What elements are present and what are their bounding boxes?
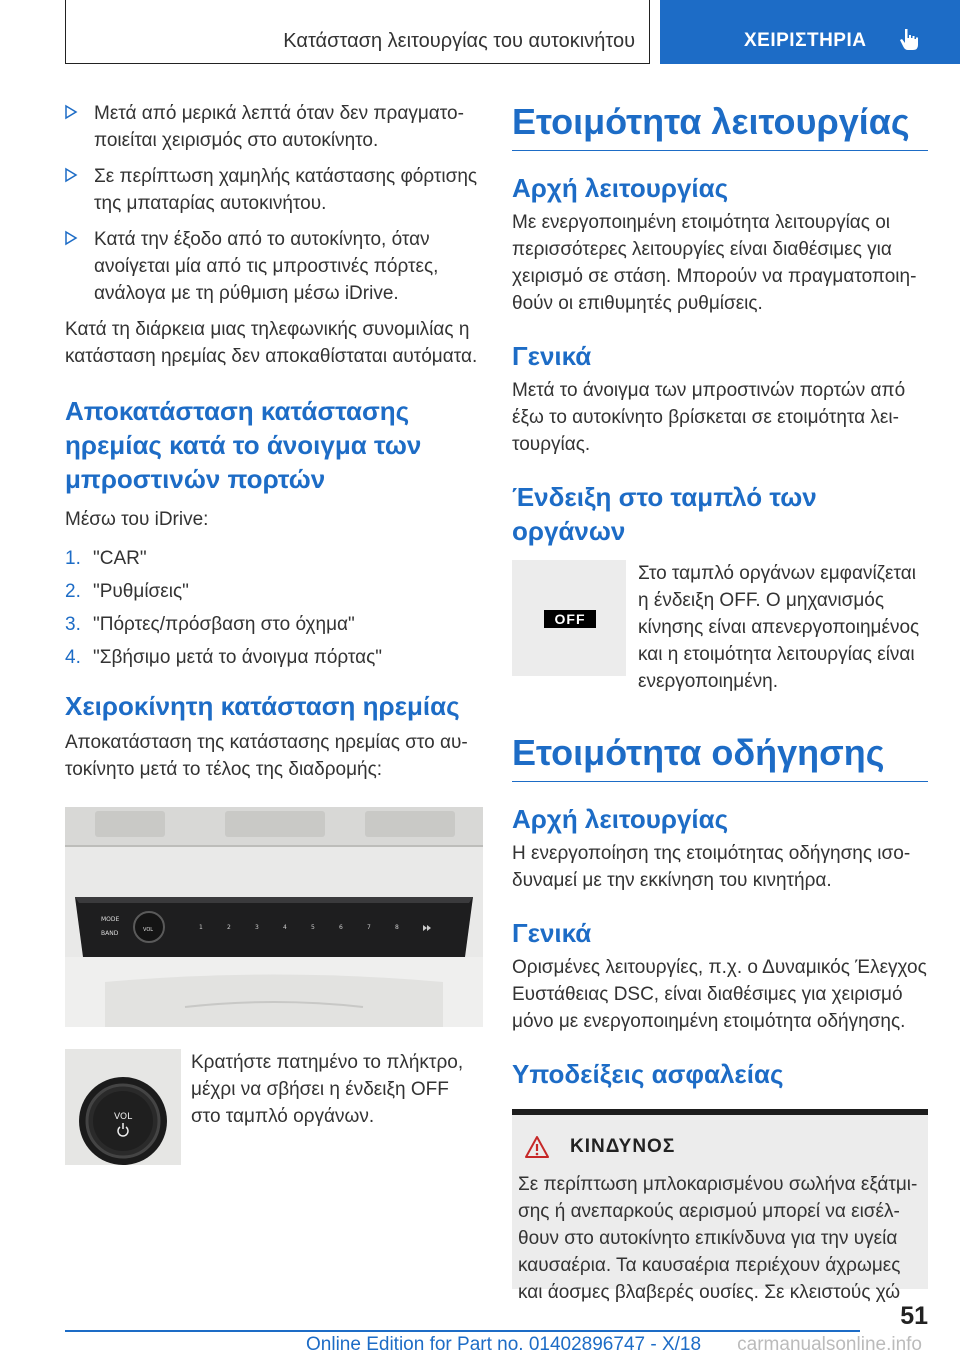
ready-heading: Ετοιμότητα λειτουργίας bbox=[512, 100, 928, 151]
list-item-text: Σε περίπτωση χαμηλής κατάστασης φόρτισης της μπαταρίας αυτοκινήτου. bbox=[94, 166, 478, 214]
danger-header bbox=[518, 1135, 918, 1159]
preset-4-label: 4 bbox=[283, 924, 287, 931]
sleep-conditions-list bbox=[65, 100, 483, 307]
knob-instruction-text: Κρατήστε πατημένο το πλήκτρο, μέχρι να σβήσει η ένδειξη OFF στο ταμπλό οργάνων. bbox=[191, 1052, 464, 1127]
manual-text: Αποκατάσταση της κατάστασης ηρεμίας στο αυτοκίνητο μετά το τέλος της διαδρομής: bbox=[65, 732, 468, 780]
hand-pointer-icon bbox=[896, 26, 922, 52]
instrument-cluster-image bbox=[512, 560, 626, 676]
page-number: 51 bbox=[900, 1302, 928, 1330]
step-item: 2. "Ρυθμίσεις" bbox=[65, 581, 189, 602]
display-heading: Ένδειξη στο ταμπλό των οργάνων bbox=[512, 482, 817, 546]
section-label: ΧΕΙΡΙΣΤΗΡΙΑ bbox=[744, 30, 867, 51]
chapter-title: Κατάσταση λειτουργίας του αυτοκινήτου bbox=[283, 30, 635, 52]
left-column bbox=[65, 100, 483, 1165]
off-badge: OFF bbox=[544, 610, 596, 628]
start-text: Με ενεργοποιημένη ετοιμότητα λειτουργίας οι περισσότερες λειτουργίες είναι διαθέσιμες για χειρισμό σε στάση. Μπορούν να πραγματοποιηθούν οι επιθυμητές ρυθμίσεις. bbox=[512, 212, 917, 314]
list-item bbox=[65, 100, 483, 154]
preset-6-label: 6 bbox=[339, 924, 343, 931]
safety-heading: Υποδείξεις ασφαλείας bbox=[512, 1059, 784, 1089]
danger-text: Σε περίπτωση μπλοκαρισμένου σωλήνα εξάτμισης ή ανεπαρκούς αερισμού μπορεί να εισέλθουν στο αυτοκίνητο επικίνδυνα για την υγεία καυσαέρια. Τα καυσαέρια περιέχουν άχρωμες και άοσμες βλαβερές ουσίες. Σε κλειστούς χώ bbox=[518, 1174, 918, 1303]
edition-text: Online Edition for Part no. 01402896747 - X/18 bbox=[306, 1334, 702, 1355]
preset-5-label: 5 bbox=[311, 924, 315, 931]
preset-8-label: 8 bbox=[395, 924, 399, 931]
preset-1-label: 1 bbox=[199, 924, 203, 931]
list-item bbox=[65, 226, 483, 307]
danger-notice bbox=[512, 1109, 928, 1303]
chapter-header bbox=[65, 0, 650, 64]
footer-divider bbox=[65, 1330, 860, 1332]
restore-heading: Αποκατάσταση κατάστασης ηρεμίας κατά το άνοιγμα των μπροστινών πορτών bbox=[65, 396, 422, 494]
volume-knob-photo bbox=[65, 1049, 181, 1165]
danger-title: ΚΙΝΔΥΝΟΣ bbox=[570, 1136, 676, 1157]
via-idrive-text: Μέσω του iDrive: bbox=[65, 509, 209, 530]
list-item bbox=[65, 163, 483, 217]
step-item: 4. "Σβήσιμο μετά το άνοιγμα πόρτας" bbox=[65, 647, 383, 668]
drive-general-text: Ορισμένες λειτουργίες, π.χ. ο Δυναμικός Έλεγχος Ευστάθειας DSC, είναι διαθέσιμες για χειρισμό μόνο με ενεργοποιημένη ετοιμότητα οδήγησης. bbox=[512, 957, 927, 1032]
warning-triangle-icon bbox=[524, 1135, 550, 1159]
off-indicator-block bbox=[512, 560, 928, 695]
general-heading: Γενικά bbox=[512, 341, 592, 371]
display-text: Στο ταμπλό οργάνων εμφανίζεται η ένδειξη OFF. Ο μηχανισμός κίνησης είναι απενεργοποιημένος και η ετοιμότητα λειτουργίας είναι ενεργοποιημένη. bbox=[638, 563, 920, 692]
manual-heading: Χειροκίνητη κατάσταση ηρεμίας bbox=[65, 691, 460, 721]
drive-ready-heading: Ετοιμότητα οδήγησης bbox=[512, 731, 928, 782]
console-mode-label: MODE bbox=[101, 916, 120, 923]
settings-steps bbox=[65, 545, 483, 671]
drive-start-text: Η ενεργοποίηση της ετοιμότητας οδήγησης ισοδυναμεί με την εκκίνηση του κινητήρα. bbox=[512, 843, 911, 891]
console-photo bbox=[65, 807, 483, 1027]
preset-7-label: 7 bbox=[367, 924, 371, 931]
triangle-bullet-icon bbox=[65, 105, 77, 119]
watermark: carmanualsonline.info bbox=[737, 1334, 922, 1355]
preset-2-label: 2 bbox=[227, 924, 231, 931]
list-item-text: Κατά την έξοδο από το αυτοκίνητο, όταν ανοίγεται μία από τις μπροστινές πόρτες, ανάλογα με τη ρύθμιση μέσω iDrive. bbox=[94, 229, 439, 304]
preset-3-label: 3 bbox=[255, 924, 259, 931]
knob-instruction bbox=[65, 1049, 483, 1165]
drive-general-heading: Γενικά bbox=[512, 918, 592, 948]
right-column bbox=[512, 100, 928, 1303]
general-text: Μετά το άνοιγμα των μπροστινών πορτών από έξω το αυτοκίνητο βρίσκεται σε ετοιμότητα λειτουργίας. bbox=[512, 380, 906, 455]
call-note: Κατά τη διάρκεια μιας τηλεφωνικής συνομιλίας η κατάσταση ηρεμίας δεν αποκαθίσταται αυτόματα. bbox=[65, 319, 478, 367]
triangle-bullet-icon bbox=[65, 168, 77, 182]
list-item-text: Μετά από μερικά λεπτά όταν δεν πραγματοποιείται χειρισμός στο αυτοκίνητο. bbox=[94, 103, 464, 151]
step-item: 1. "CAR" bbox=[65, 548, 147, 569]
triangle-bullet-icon bbox=[65, 231, 77, 245]
knob-vol-label: VOL bbox=[114, 1112, 133, 1122]
drive-start-heading: Αρχή λειτουργίας bbox=[512, 804, 729, 834]
start-heading: Αρχή λειτουργίας bbox=[512, 173, 729, 203]
console-band-label: BAND bbox=[101, 930, 119, 937]
section-tab bbox=[660, 0, 960, 64]
step-item: 3. "Πόρτες/πρόσβαση στο όχημα" bbox=[65, 614, 355, 635]
console-vol-label: VOL bbox=[143, 927, 154, 933]
